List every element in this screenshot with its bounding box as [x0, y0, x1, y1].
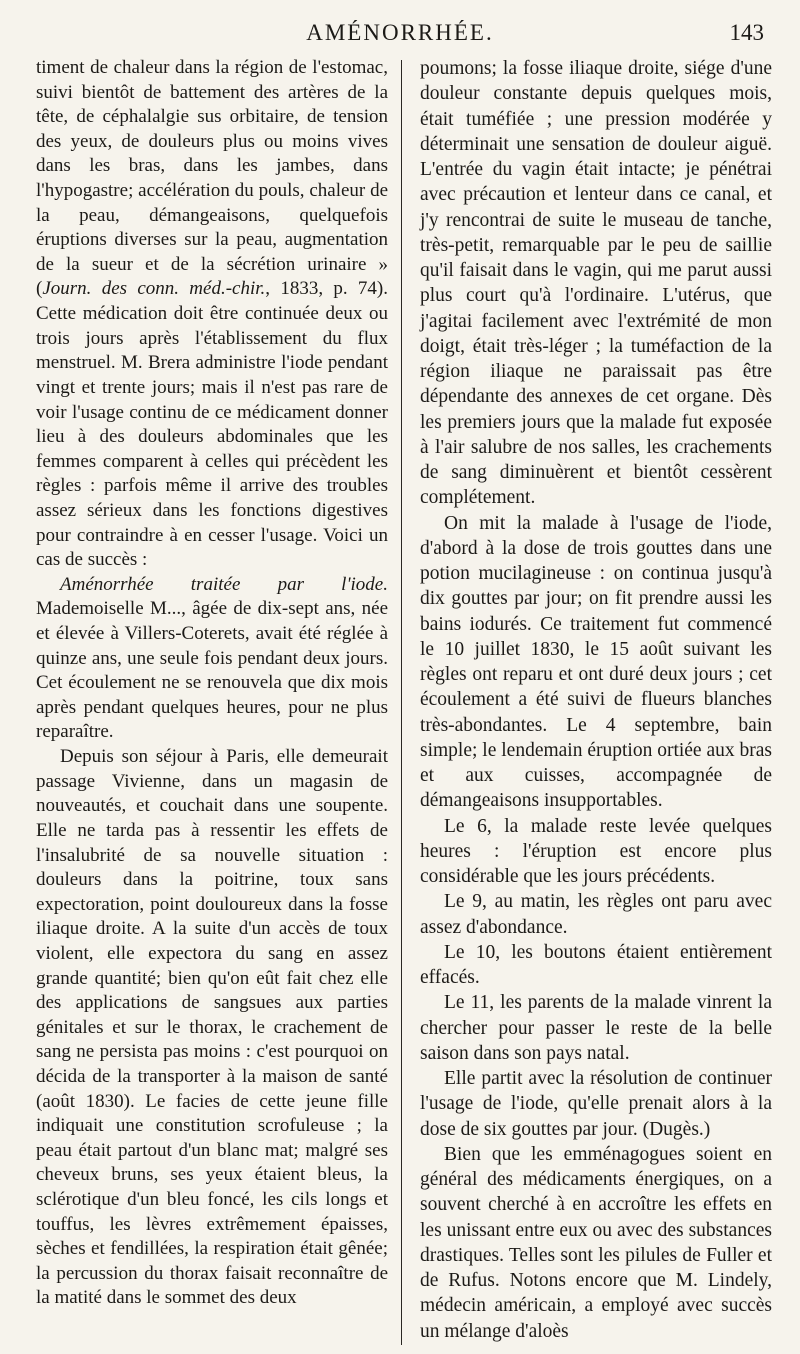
running-head — [0, 20, 800, 50]
left-column — [36, 56, 388, 1311]
column-divider — [401, 60, 402, 1345]
paragraph — [36, 573, 388, 745]
paragraph: Bien que les emménagogues soient en général des médicaments énergiques, on a souvent cherché à en accroître les effets en les unissant entre eux ou avec des substances drastiques. Telles sont les pilules de Fuller et de Rufus. Notons encore que M. Lindely, médecin américain, a employé avec succès un mélange d'aloès — [420, 1143, 772, 1342]
right-column — [420, 56, 772, 1344]
paragraph: Depuis son séjour à Paris, elle demeurait passage Vivienne, dans un magasin de nouveautés, et couchait dans une soupente. Elle ne tarda pas à ressentir les effets de l'insalubrité de sa nouvelle situation : douleurs dans la poitrine, toux sans expectoration, point douloureux dans la fosse iliaque droite. A la suite d'un accès de toux violent, elle expectora du sang en assez grande quantité; bien qu'on eût fait chez elle des applications de sangsues aux parties génitales et sur le thorax, le crachement de sang ne persista pas moins : c'est pourquoi on décida de la transporter à la maison de santé (août 1830). Le facies de cette jeune fille indiquait une constitution scrofuleuse ; la peau était partout d'un blanc mat; malgré ses cheveux bruns, ses yeux étaient bleus, la sclérotique d'un bleu foncé, les cils longs et touffus, les lèvres extrêmement épaisses, sèches et fendillées, la respiration était gênée; la percussion du thorax faisait reconnaître de la matité dans le sommet des deux — [36, 746, 388, 1309]
paragraph: Le 11, les parents de la malade vinrent la chercher pour passer le reste de la belle saison dans son pays natal. — [420, 992, 772, 1064]
paragraph: poumons; la fosse iliaque droite, siége d'une douleur constante depuis quelques mois, était tuméfiée ; une pression modérée y déterminait une sensation de douleur aiguë. L'entrée du vagin était intacte; je pénétrai avec précaution et lenteur dans ce canal, et j'y rencontrai de suite le museau de tanche, très-petit, remarquable par le peu de saillie qu'il faisait dans le vagin, qui me parut aussi plus court qu'à l'ordinaire. L'utérus, que j'agitai facilement avec l'extrémité de mon doigt, était très-léger ; la tuméfaction de la région iliaque ne paraissait pas être dépendante des annexes de cet organe. Dès les premiers jours que la malade fut exposée à l'air salubre de nos salles, les crachements de sang diminuèrent et bientôt cessèrent complétement. — [420, 58, 772, 509]
paragraph: Elle partit avec la résolution de continuer l'usage de l'iode, qu'elle prenait alors à la dose de six gouttes par jour. (Dugès.) — [420, 1068, 772, 1140]
paragraph: Le 9, au matin, les règles ont paru avec assez d'abondance. — [420, 891, 772, 938]
paragraph: On mit la malade à l'usage de l'iode, d'abord à la dose de trois gouttes dans une potion mucilagineuse : on continua jusqu'à dix gouttes par jour; on fit prendre aussi les bains iodurés. Ce traitement fut commencé le 10 juillet 1830, le 15 août suivant les règles ont reparu et ont duré deux jours ; cet écoulement a été suivi de flueurs blanches très-abondantes. Le 4 septembre, bain simple; le lendemain éruption ortiée aux bras et aux cuisses, accompagnée de démangeaisons insupportables. — [420, 512, 772, 812]
text-run: timent de chaleur dans la région de l'estomac, suivi bientôt de battement des artères de la tête, de céphalalgie sus orbitaire, de tension des yeux, de douleurs plus ou moins vives dans les bras, dans les jambes, dans l'hypogastre; accélération du pouls, chaleur de la peau, démangeaisons, quelquefois éruptions diverses sur la peau, augmentation de la sueur et de la sécrétion urinaire » ( — [36, 57, 388, 300]
text-run: , 1833, p. 74). Cette médication doit être continuée deux ou trois jours après l'établissement du flux menstruel. M. Brera administre l'iode pendant vingt et trente jours; mais il n'est pas rare de voir l'usage continu de ce médicament donner lieu à des douleurs abdominales que les femmes comparent à celles qui précèdent les règles : parfois même il arrive des troubles assez sérieux dans les fonctions digestives pour contraindre à en cesser l'usage. Voici un cas de succès : — [36, 278, 388, 571]
case-title: Aménorrhée traitée par l'iode. — [60, 573, 388, 595]
paragraph — [36, 56, 388, 573]
running-title: AMÉNORRHÉE. — [306, 20, 494, 45]
paragraph: Le 10, les boutons étaient entièrement effacés. — [420, 941, 772, 988]
paragraph: Le 6, la malade reste levée quelques heures : l'éruption est encore plus considérable que les jours précédents. — [420, 815, 772, 887]
journal-citation: Journ. des conn. méd.-chir. — [42, 278, 266, 300]
page-number: 143 — [729, 20, 764, 45]
text-run: Mademoiselle M..., âgée de dix-sept ans, née et élevée à Villers-Coterets, avait été réglée à quinze ans, une seule fois pendant deux jours. Cet écoulement ne se renouvela que dix mois après pendant quelques heures, pour ne plus reparaître. — [36, 598, 388, 743]
